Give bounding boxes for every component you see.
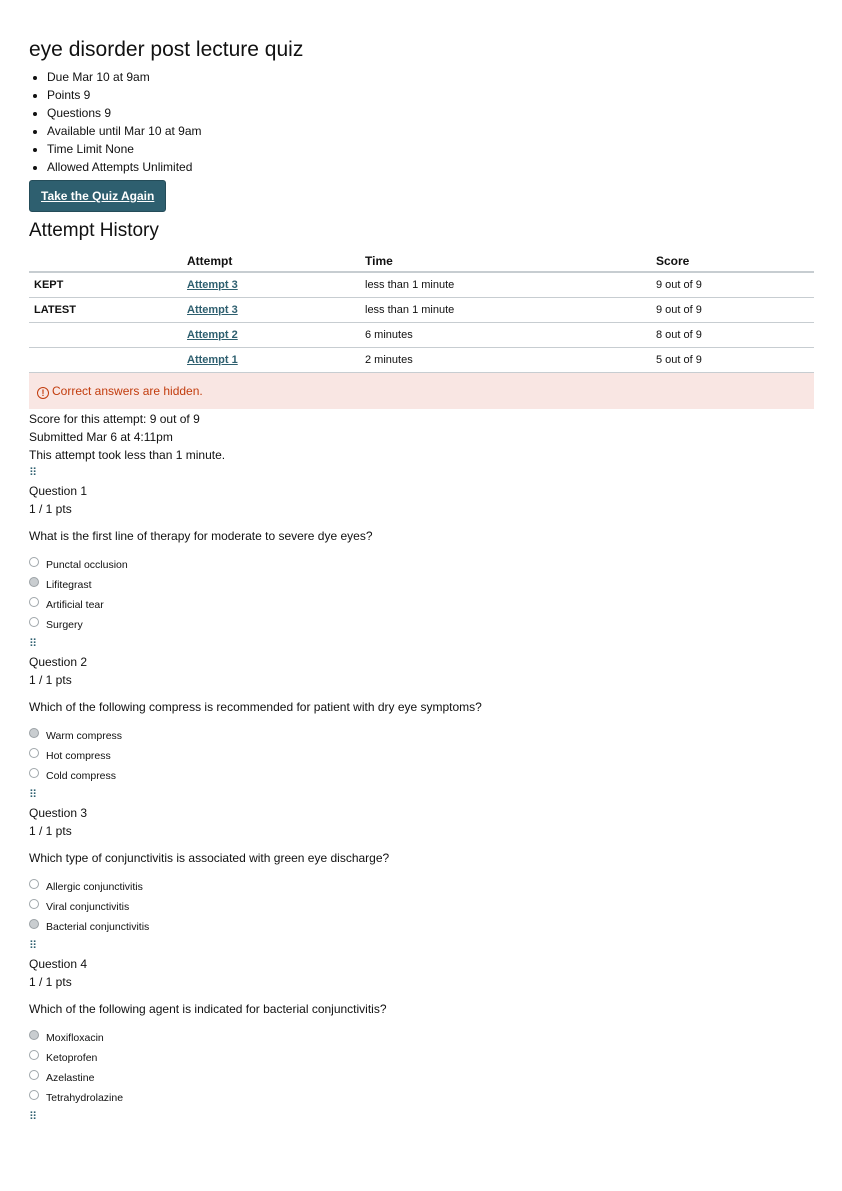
attempt-time: 2 minutes xyxy=(360,348,651,373)
radio-button-selected[interactable] xyxy=(29,577,39,587)
row-label xyxy=(29,348,182,373)
attempt-submitted: Submitted Mar 6 at 4:11pm xyxy=(29,430,173,444)
question-title: Question 1 xyxy=(29,484,88,498)
drag-handle-icon: ⠿ xyxy=(29,638,37,650)
radio-button[interactable] xyxy=(29,1090,39,1100)
question-text: What is the first line of therapy for moderate to severe dye eyes? xyxy=(29,529,373,543)
question-points: 1 / 1 pts xyxy=(29,673,72,687)
take-quiz-again-button[interactable]: Take the Quiz Again xyxy=(29,180,166,212)
attempt-time: 6 minutes xyxy=(360,323,651,348)
radio-button[interactable] xyxy=(29,748,39,758)
option-label: Allergic conjunctivitis xyxy=(46,881,143,893)
meta-available: • Available until Mar 10 at 9am xyxy=(47,122,814,140)
answer-option[interactable] xyxy=(29,877,814,897)
question-points: 1 / 1 pts xyxy=(29,824,72,838)
meta-questions: • Questions 9 xyxy=(47,104,814,122)
radio-button-selected[interactable] xyxy=(29,728,39,738)
answer-option[interactable] xyxy=(29,615,814,635)
attempt-link[interactable]: Attempt 3 xyxy=(187,304,238,316)
answer-option[interactable] xyxy=(29,555,814,575)
drag-handle-icon: ⠿ xyxy=(29,1111,37,1123)
option-label: Ketoprofen xyxy=(46,1052,98,1064)
radio-button[interactable] xyxy=(29,899,39,909)
alert-text: Correct answers are hidden. xyxy=(52,384,203,398)
radio-button[interactable] xyxy=(29,768,39,778)
attempt-history-heading: Attempt History xyxy=(29,220,159,241)
option-label: Warm compress xyxy=(46,730,123,742)
attempt-time: less than 1 minute xyxy=(360,272,651,298)
option-label: Cold compress xyxy=(46,770,117,782)
column-header-time: Time xyxy=(360,246,651,272)
option-label: Lifitegrast xyxy=(46,579,92,591)
radio-button[interactable] xyxy=(29,1050,39,1060)
radio-button[interactable] xyxy=(29,879,39,889)
attempt-score: 8 out of 9 xyxy=(651,323,814,348)
meta-points: • Points 9 xyxy=(47,86,814,104)
meta-due: • Due Mar 10 at 9am xyxy=(47,68,814,86)
attempt-score: 9 out of 9 xyxy=(651,298,814,323)
answer-option[interactable] xyxy=(29,766,814,786)
answer-option[interactable] xyxy=(29,746,814,766)
question-title: Question 4 xyxy=(29,957,88,971)
question-title: Question 2 xyxy=(29,655,88,669)
question-text: Which of the following agent is indicated for bacterial conjunctivitis? xyxy=(29,1002,387,1016)
row-label: LATEST xyxy=(29,298,182,323)
question-2 xyxy=(29,653,814,786)
option-label: Bacterial conjunctivitis xyxy=(46,921,150,933)
answer-option[interactable] xyxy=(29,1048,814,1068)
table-row xyxy=(29,323,814,348)
option-label: Punctal occlusion xyxy=(46,559,128,571)
question-text: Which of the following compress is recommended for patient with dry eye symptoms? xyxy=(29,700,482,714)
question-points: 1 / 1 pts xyxy=(29,502,72,516)
drag-handle-icon: ⠿ xyxy=(29,467,37,479)
radio-button[interactable] xyxy=(29,597,39,607)
quiz-page xyxy=(29,36,814,1126)
option-label: Hot compress xyxy=(46,750,111,762)
attempt-duration: This attempt took less than 1 minute. xyxy=(29,448,226,462)
answer-option[interactable] xyxy=(29,1068,814,1088)
table-row xyxy=(29,272,814,298)
radio-button-selected[interactable] xyxy=(29,919,39,929)
page-title: eye disorder post lecture quiz xyxy=(29,38,304,61)
column-header xyxy=(29,246,182,272)
answer-option[interactable] xyxy=(29,1088,814,1108)
radio-button[interactable] xyxy=(29,617,39,627)
radio-button[interactable] xyxy=(29,1070,39,1080)
warning-circle-icon: ! xyxy=(37,387,49,399)
radio-button[interactable] xyxy=(29,557,39,567)
column-header-attempt: Attempt xyxy=(182,246,360,272)
attempt-link[interactable]: Attempt 3 xyxy=(187,279,238,291)
attempt-link[interactable]: Attempt 1 xyxy=(187,354,238,366)
radio-button-selected[interactable] xyxy=(29,1030,39,1040)
drag-handle-icon: ⠿ xyxy=(29,940,37,952)
row-label xyxy=(29,323,182,348)
drag-handle-icon: ⠿ xyxy=(29,789,37,801)
answer-option[interactable] xyxy=(29,575,814,595)
hidden-answers-alert xyxy=(29,373,814,409)
attempt-time: less than 1 minute xyxy=(360,298,651,323)
answer-option[interactable] xyxy=(29,726,814,746)
attempt-score-summary: Score for this attempt: 9 out of 9 xyxy=(29,412,200,426)
question-text: Which type of conjunctivitis is associated with green eye discharge? xyxy=(29,851,390,865)
option-label: Moxifloxacin xyxy=(46,1032,104,1044)
answer-option[interactable] xyxy=(29,1028,814,1048)
row-label: KEPT xyxy=(29,272,182,298)
quiz-meta-list xyxy=(29,68,814,176)
question-points: 1 / 1 pts xyxy=(29,975,72,989)
question-title: Question 3 xyxy=(29,806,88,820)
option-label: Tetrahydrolazine xyxy=(46,1092,124,1104)
attempt-score: 9 out of 9 xyxy=(651,272,814,298)
question-1 xyxy=(29,482,814,635)
attempt-history-table xyxy=(29,246,814,373)
option-label: Viral conjunctivitis xyxy=(46,901,130,913)
option-label: Azelastine xyxy=(46,1072,95,1084)
table-row xyxy=(29,348,814,373)
option-label: Surgery xyxy=(46,619,83,631)
answer-option[interactable] xyxy=(29,897,814,917)
answer-option[interactable] xyxy=(29,595,814,615)
table-row xyxy=(29,298,814,323)
attempt-link[interactable]: Attempt 2 xyxy=(187,329,238,341)
table-header-row xyxy=(29,246,814,272)
answer-option[interactable] xyxy=(29,917,814,937)
question-4 xyxy=(29,955,814,1108)
attempt-score: 5 out of 9 xyxy=(651,348,814,373)
meta-attempts: • Allowed Attempts Unlimited xyxy=(47,158,814,176)
meta-time-limit: • Time Limit None xyxy=(47,140,814,158)
column-header-score: Score xyxy=(651,246,814,272)
option-label: Artificial tear xyxy=(46,599,104,611)
question-3 xyxy=(29,804,814,937)
